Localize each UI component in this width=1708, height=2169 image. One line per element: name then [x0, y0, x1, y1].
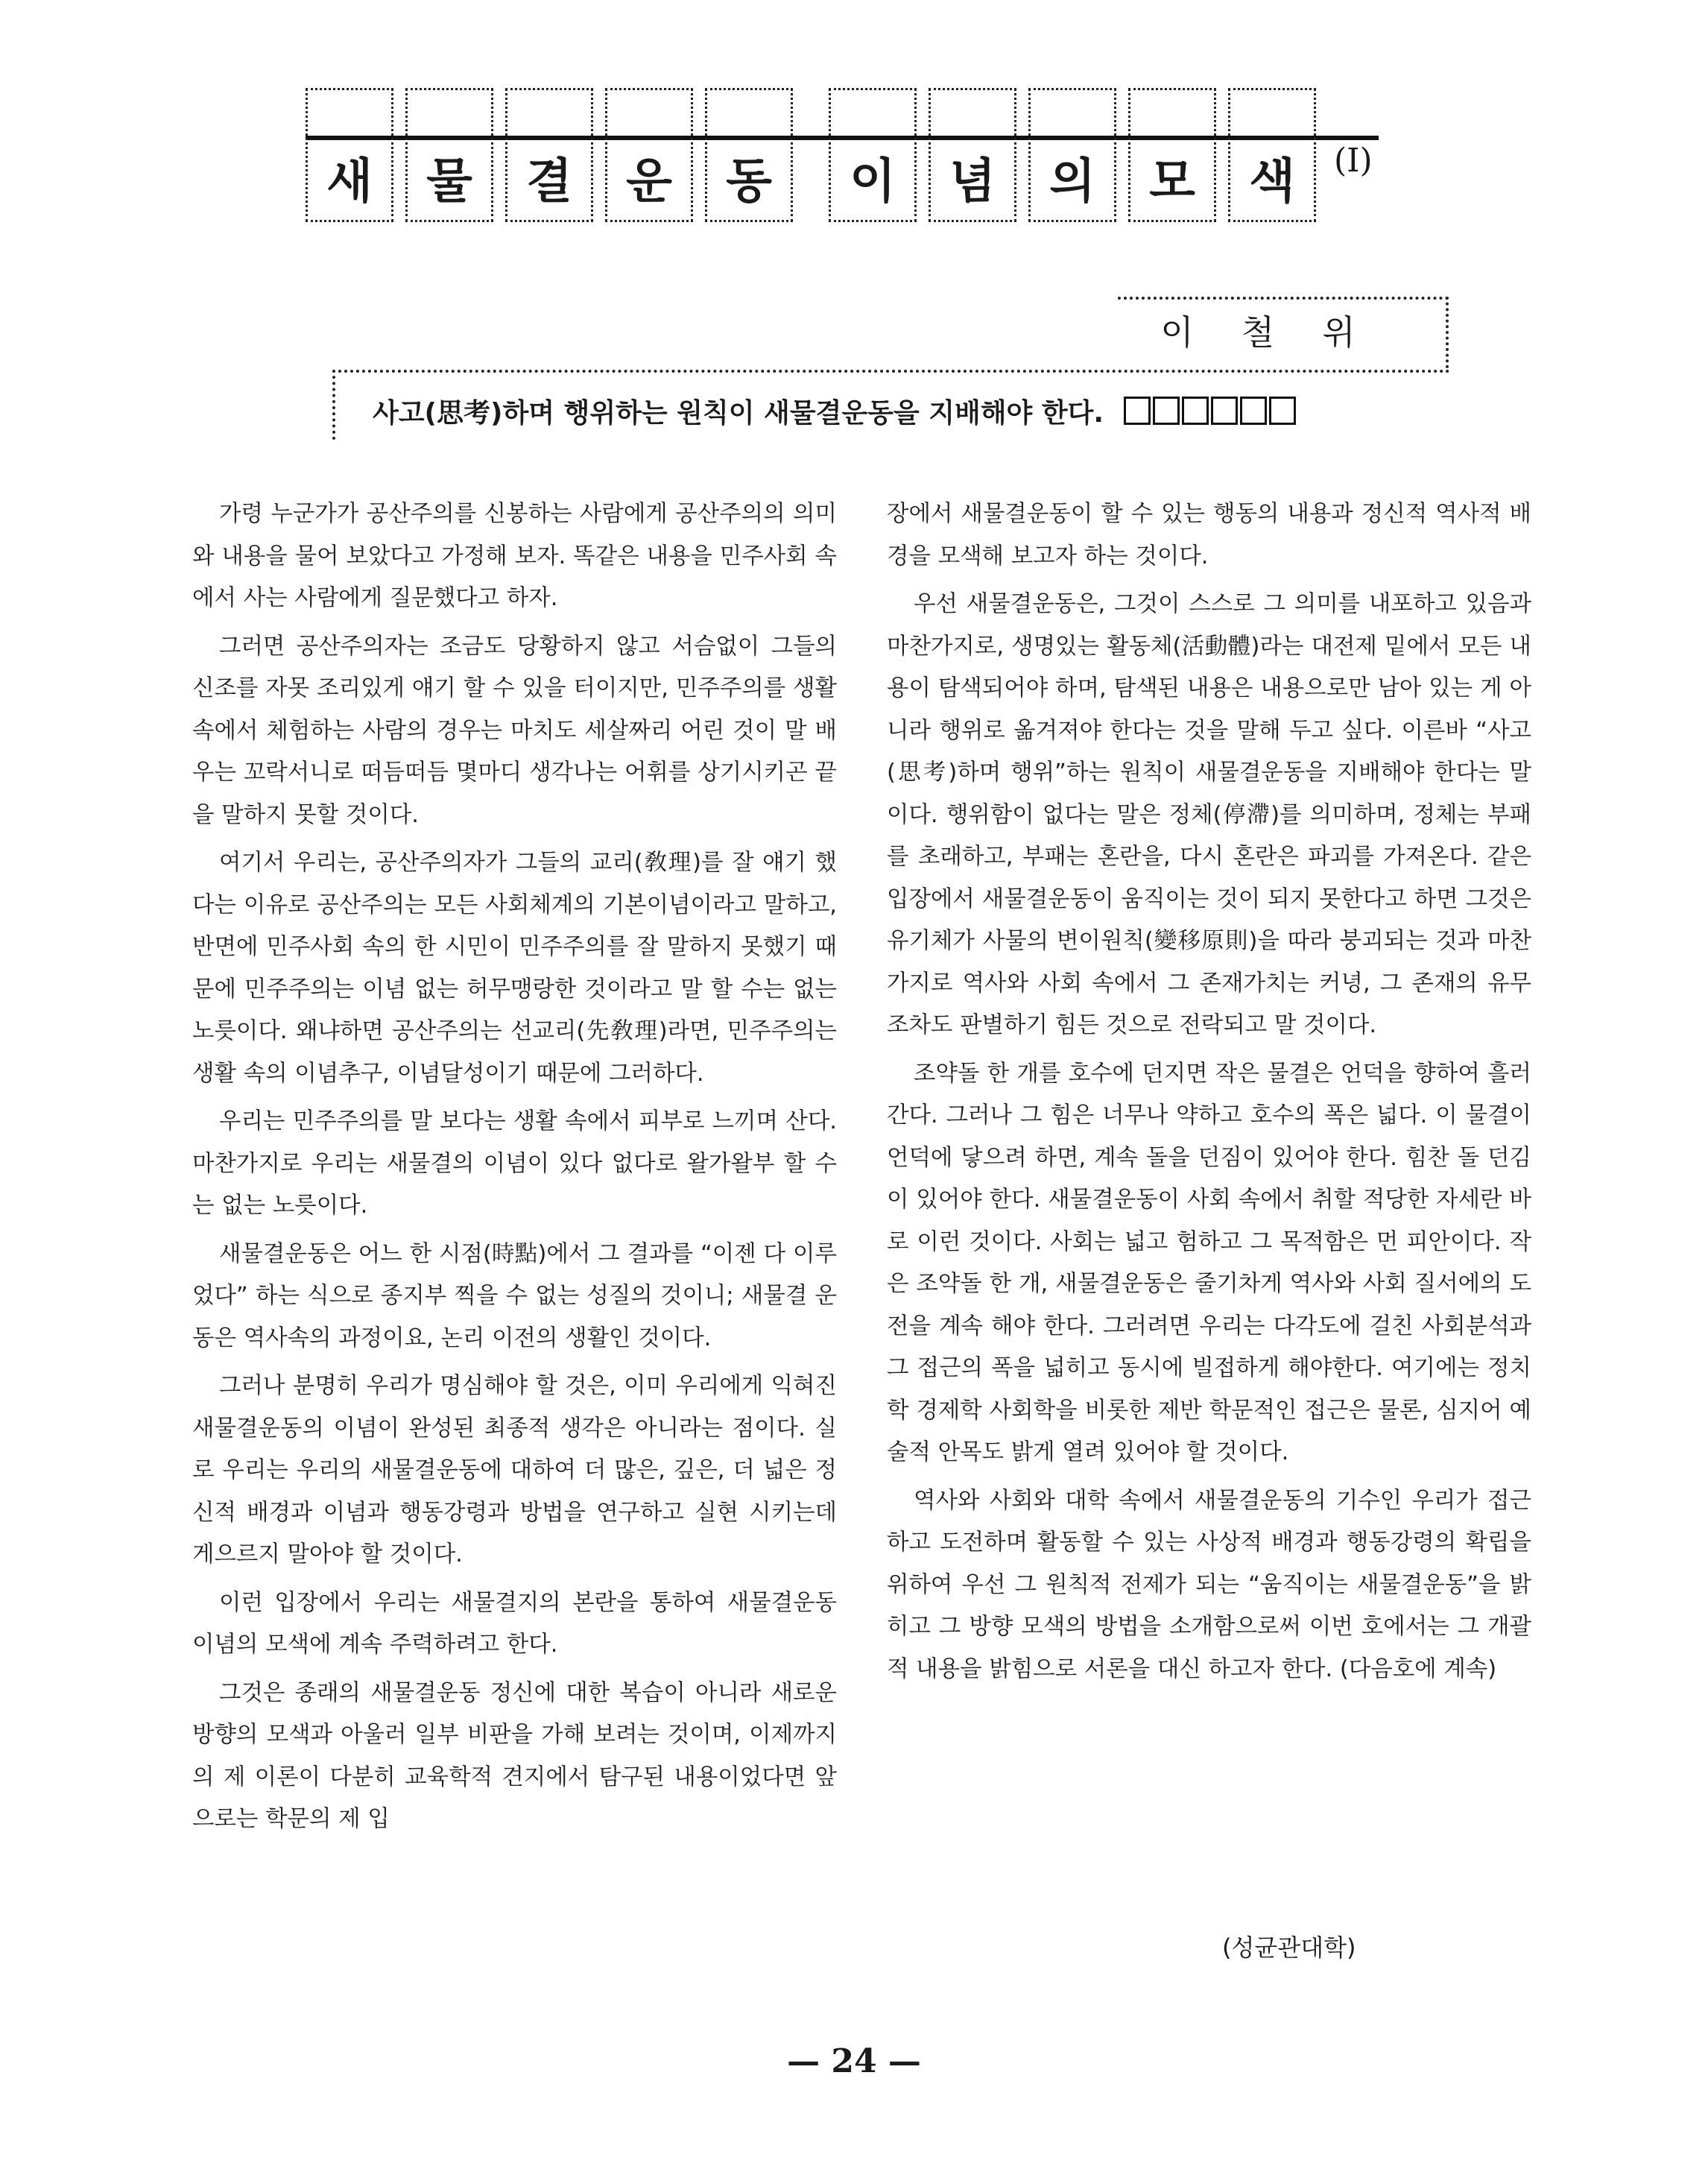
left-column	[192, 493, 837, 1847]
right-column	[887, 493, 1531, 1696]
paragraph: 그러나 분명히 우리가 명심해야 할 것은, 이미 우리에게 익혀진 새물결운동의 이념이 완성된 최종적 생각은 아니라는 점이다. 실로 우리는 우리의 새물결운동에 대하여 더 많은, 깊은, 더 넓은 정신적 배경과 이념과 행동강령과 방법을 연구하고 실현 시키는데 게으르지 말아야 할 것이다.	[192, 1373, 837, 1567]
author-affiliation: (성균관대학)	[1222, 1933, 1356, 1962]
title-box	[605, 88, 693, 222]
title-char: 의	[1049, 154, 1095, 209]
title-char: 운	[626, 154, 672, 209]
title-char: 색	[1249, 154, 1295, 209]
title-box	[1128, 88, 1216, 222]
title-box	[306, 88, 393, 222]
title-box	[829, 88, 917, 222]
title-char: 념	[949, 154, 996, 209]
paragraph: 역사와 사회와 대학 속에서 새물결운동의 기수인 우리가 접근하고 도전하며 활동할 수 있는 사상적 배경과 행동강령의 확립을 위하여 우선 그 원칙적 전제가 되는 “움직이는 새물결운동”을 밝히고 그 방향 모색의 방법을 소개함으로써 이번 호에서는 그 개괄적 내용을 밝힘으로 서론을 대신 하고자 한다. (다음호에 계속)	[887, 1487, 1531, 1682]
paragraph: 그것은 종래의 새물결운동 정신에 대한 복습이 아니라 새로운 방향의 모색과 아울러 일부 비판을 가해 보려는 것이며, 이제까지의 제 이론이 다분히 교육학적 견지에서 탐구된 내용이었다면 앞으로는 학문의 제 입	[192, 1679, 837, 1832]
page-number: — 24 —	[787, 2042, 921, 2080]
title-box	[505, 88, 593, 222]
paragraph: 우선 새물결운동은, 그것이 스스로 그 의미를 내포하고 있음과 마찬가지로, 생명있는 활동체(活動體)라는 대전제 밑에서 모든 내용이 탐색되어야 하며, 탐색된 내용은 내용으로만 남아 있는 게 아니라 행위로 옮겨져야 한다는 것을 말해 두고 싶다. 이른바 “사고(思考)하며 행위”하는 원칙이 새물결운동을 지배해야 한다는 말이다. 행위함이 없다는 말은 정체(停滯)를 의미하며, 정체는 부패를 초래하고, 부패는 혼란을, 다시 혼란은 파괴를 가져온다. 같은 입장에서 새물결운동이 움직이는 것이 되지 못한다고 하면 그것은 유기체가 사물의 변이원칙(變移原則)을 따라 붕괴되는 것과 마찬가지로 역사와 사회 속에서 그 존재가치는 커녕, 그 존재의 유무 조차도 판별하기 힘든 것으로 전락되고 말 것이다.	[887, 591, 1531, 1038]
title-char: 결	[526, 154, 572, 209]
paragraph: 새물결운동은 어느 한 시점(時點)에서 그 결과를 “이젠 다 이루었다” 하는 식으로 종지부 찍을 수 없는 성질의 것이니; 새물결 운동은 역사속의 과정이요, 논리 이전의 생활인 것이다.	[192, 1240, 837, 1351]
title-box	[705, 88, 793, 222]
title-char: 동	[726, 154, 772, 209]
paragraph: 여기서 우리는, 공산주의자가 그들의 교리(敎理)를 잘 얘기 했다는 이유로 공산주의는 모든 사회체계의 기본이념이라고 말하고, 반면에 민주사회 속의 한 시민이 민주주의를 잘 말하지 못했기 때문에 민주주의는 이념 없는 허무맹랑한 것이라고 말 할 수는 없는 노릇이다. 왜냐하면 공산주의는 선교리(先敎理)라면, 민주주의는 생활 속의 이념추구, 이념달성이기 때문에 그러하다.	[192, 850, 837, 1087]
title-box	[929, 88, 1016, 222]
title-char: 모	[1149, 154, 1195, 209]
paragraph: 조약돌 한 개를 호수에 던지면 작은 물결은 언덕을 향하여 흘러간다. 그러나 그 힘은 너무나 약하고 호수의 폭은 넓다. 이 물결이 언덕에 닿으려 하면, 계속 돌을 던짐이 있어야 한다. 힘찬 돌 던김이 있어야 한다. 새물결운동이 사회 속에서 취할 적당한 자세란 바로 이런 것이다. 사회는 넓고 험하고 그 목적함은 먼 피안이다. 작은 조약돌 한 개, 새물결운동은 줄기차게 역사와 사회 질서에의 도전을 계속 해야 한다. 그러려면 우리는 다각도에 걸친 사회분석과 그 접근의 폭을 넓히고 동시에 빌접하게 해야한다. 여기에는 정치학 경제학 사회학을 비롯한 제반 학문적인 접근은 물론, 심지어 예술적 안목도 밝게 열려 있어야 할 것이다.	[887, 1060, 1531, 1465]
paragraph: 그러면 공산주의자는 조금도 당황하지 않고 서슴없이 그들의 신조를 자못 조리있게 얘기 할 수 있을 터이지만, 민주주의를 생활 속에서 체험하는 사람의 경우는 마치도 세살짜리 어린 것이 말 배우는 꼬락서니로 떠듬떠듬 몇마디 생각나는 어휘를 상기시키곤 끝을 말하지 못할 것이다.	[192, 633, 837, 828]
subtitle-box-ornament	[1124, 397, 1298, 429]
author-name: 이철위	[1160, 312, 1403, 353]
title-char: 물	[426, 154, 472, 209]
paragraph: 장에서 새물결운동이 할 수 있는 행동의 내용과 정신적 역사적 배경을 모색해 보고자 하는 것이다.	[887, 501, 1531, 569]
title-box	[1028, 88, 1116, 222]
paragraph: 가령 누군가가 공산주의를 신봉하는 사람에게 공산주의의 의미와 내용을 물어 보았다고 가정해 보자. 똑같은 내용을 민주사회 속에서 사는 사람에게 질문했다고 하자.	[192, 501, 837, 611]
title-char: 이	[850, 154, 896, 209]
paragraph: 우리는 민주주의를 말 보다는 생활 속에서 피부로 느끼며 산다. 마찬가지로 우리는 새물결의 이념이 있다 없다로 왈가왈부 할 수는 없는 노릇이다.	[192, 1108, 837, 1219]
paragraph: 이런 입장에서 우리는 새물결지의 본란을 통하여 새물결운동 이념의 모색에 계속 주력하려고 한다.	[192, 1589, 837, 1658]
title-box	[405, 88, 493, 222]
title-part-number: (Ⅰ)	[1334, 142, 1373, 180]
subtitle-text: 사고(思考)하며 행위하는 원칙이 새물결운동을 지배해야 한다.	[373, 398, 1104, 429]
article-title	[306, 88, 1408, 231]
title-char: 새	[326, 154, 373, 209]
title-box	[1228, 88, 1316, 222]
article-subtitle	[373, 392, 1298, 430]
